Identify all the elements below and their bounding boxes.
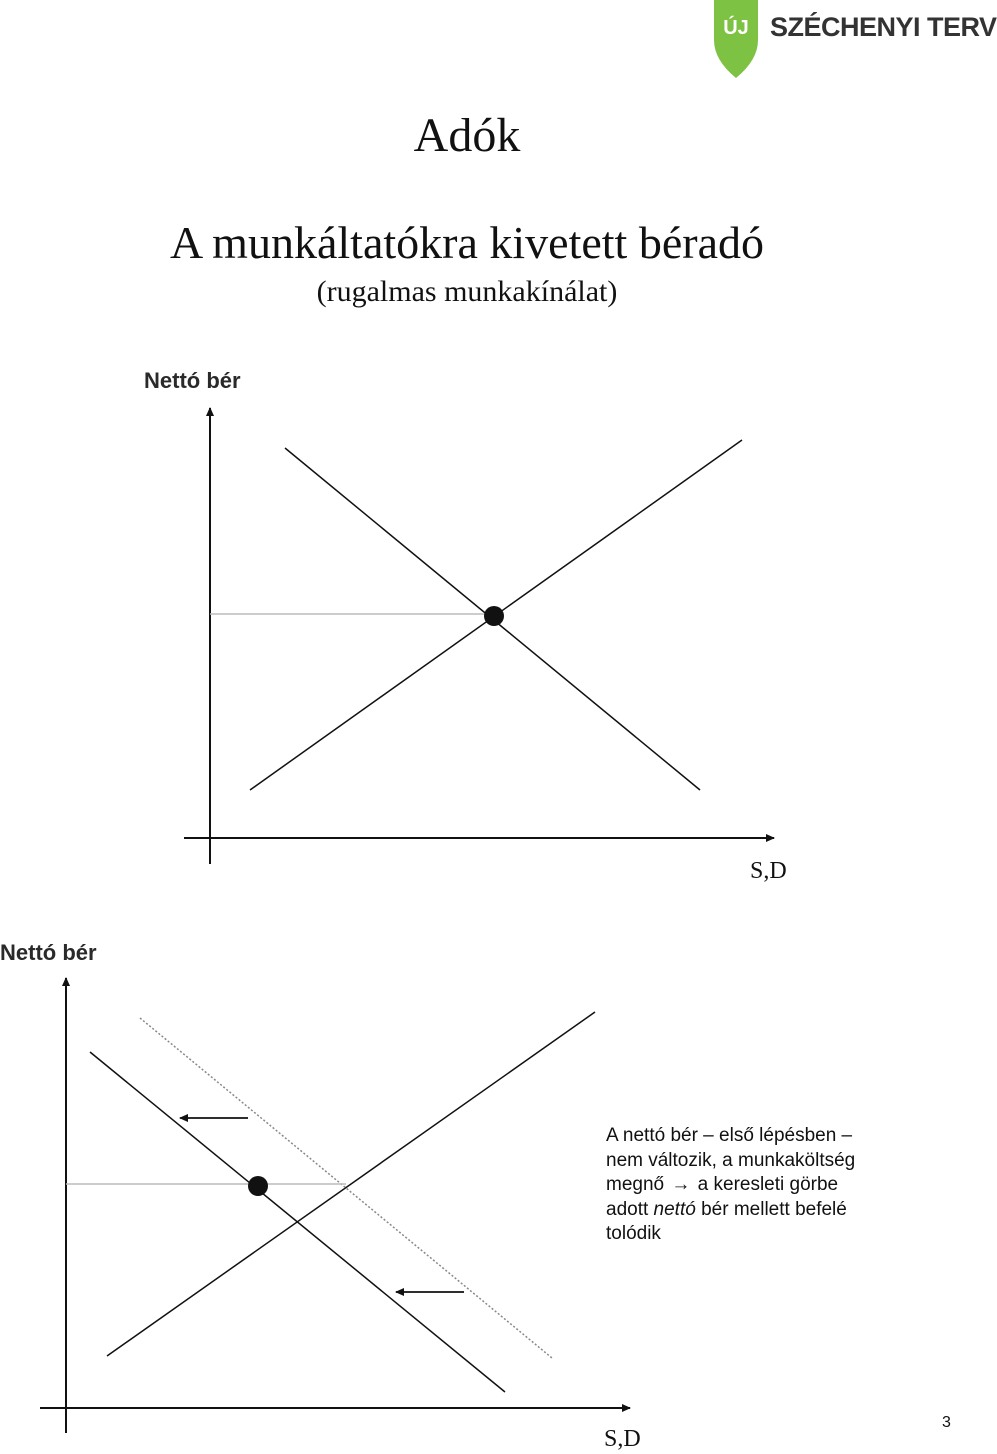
bottom-x-axis-label: S,D [604, 1426, 641, 1452]
right-arrow-icon: → [671, 1174, 691, 1195]
note-line-4b: bér mellett befelé [695, 1198, 847, 1220]
logo-badge-text: ÚJ [723, 17, 749, 39]
bottom-equilibrium-point [248, 1176, 268, 1196]
logo-name: SZÉCHENYI TERV [770, 12, 997, 42]
note-line-1: A nettó bér – első lépésben – [606, 1125, 853, 1146]
top-equilibrium-point [484, 606, 504, 626]
note-line-4-emphasis: nettó [653, 1198, 696, 1220]
page-subtitle: A munkáltatókra kivetett béradó [170, 217, 764, 268]
note-line-2: nem változik, a munkaköltség [606, 1149, 856, 1171]
note-line-4 [606, 1198, 946, 1223]
note-line-5: tolódik [606, 1223, 661, 1244]
page-title: Adók [413, 109, 521, 162]
note-line-3b: a keresleti görbe [692, 1174, 839, 1195]
page-subtitle-note: (rugalmas munkakínálat) [316, 275, 618, 308]
page-number: 3 [942, 1414, 951, 1431]
top-x-axis-label: S,D [750, 858, 787, 884]
explanation-note [606, 1124, 946, 1247]
top-diagram [184, 408, 774, 864]
bottom-shifted-demand-curve [90, 1052, 505, 1392]
note-line-3a: megnő [606, 1174, 670, 1195]
top-y-axis-label: Nettó bér [144, 368, 241, 393]
note-line-4a: adott [606, 1198, 654, 1220]
bottom-diagram [40, 978, 630, 1433]
bottom-y-axis-label: Nettó bér [0, 940, 97, 965]
note-line-3 [606, 1173, 946, 1198]
